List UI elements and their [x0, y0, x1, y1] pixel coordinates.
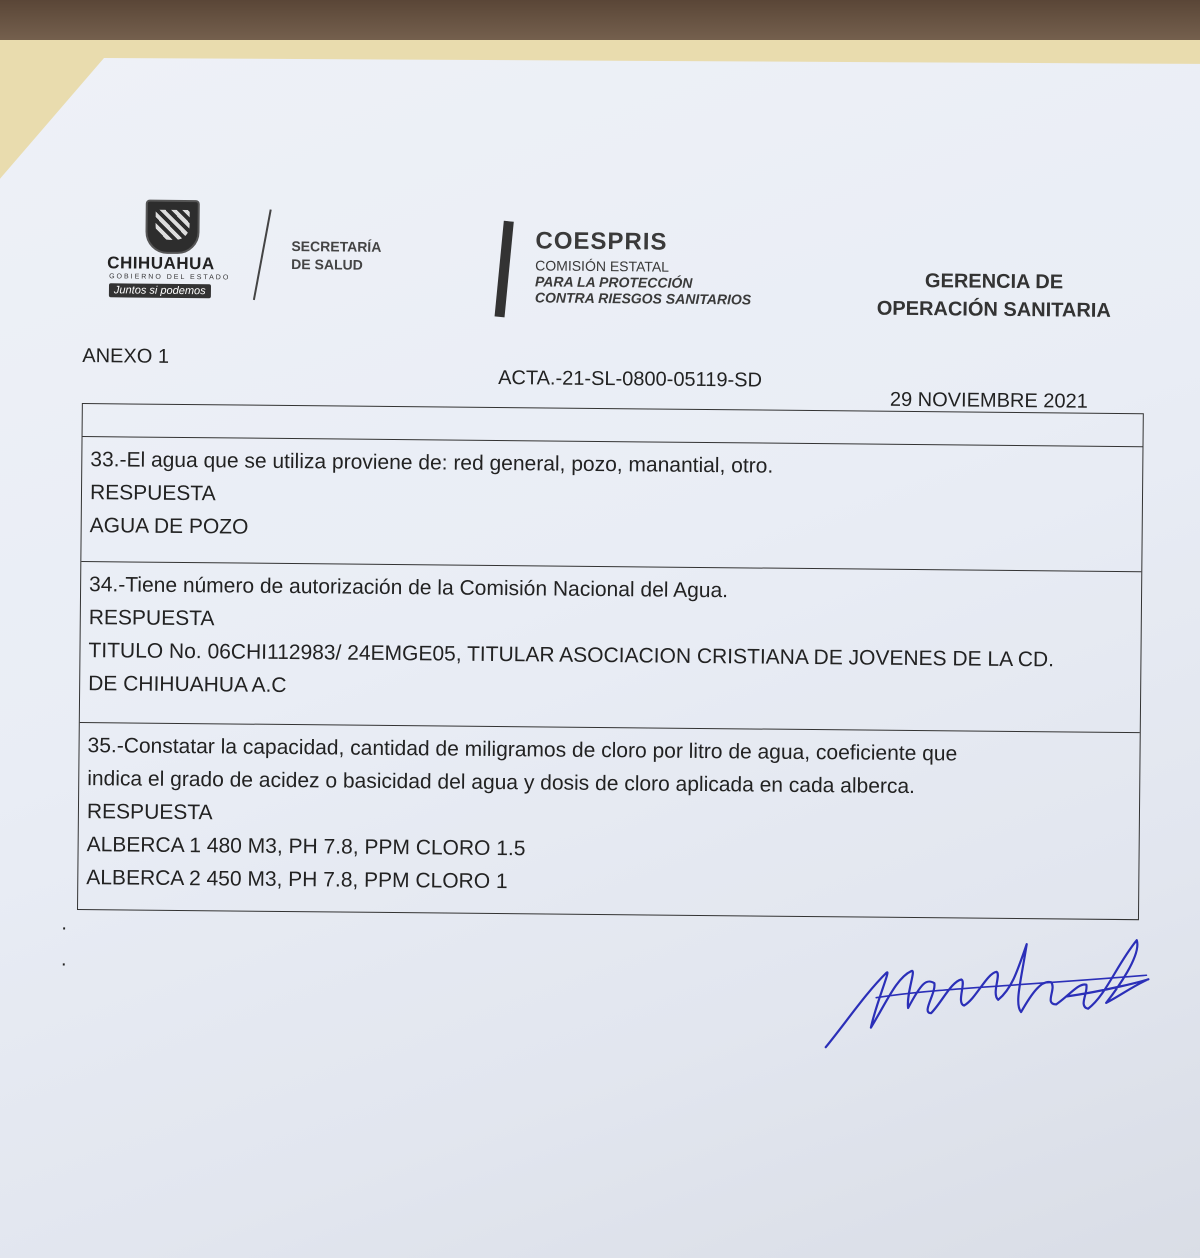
gerencia-line1: GERENCIA DE — [924, 270, 1064, 294]
acta-number: ACTA.-21-SL-0800-05119-SD — [498, 367, 763, 392]
question-34-text: 34.-Tiene número de autorización de la Comisión Nacional del Agua. — [89, 573, 729, 603]
logo-sub-text: GOBIERNO DEL ESTADO — [109, 273, 231, 282]
answer-34-line2: DE CHIHUAHUA A.C — [88, 672, 287, 697]
coespris-line1: COMISIÓN ESTATAL — [535, 257, 670, 275]
question-33-row — [81, 437, 1142, 572]
handwritten-signature — [816, 932, 1167, 1055]
gerencia-line2: OPERACIÓN SANITARIA — [876, 297, 1111, 322]
question-35-row — [78, 723, 1140, 919]
logo-slogan: Juntos si podemos — [109, 283, 211, 298]
anexo-label: ANEXO 1 — [82, 345, 170, 368]
answer-34-line1: TITULO No. 06CHI112983/ 24EMGE05, TITULAR ASOCIACION CRISTIANA DE JOVENES DE LA CD. — [88, 639, 1055, 672]
logo-main-text: CHIHUAHUA — [107, 253, 215, 274]
mark-dot: · — [60, 952, 68, 975]
header-divider — [253, 209, 272, 300]
answer-35-line1: ALBERCA 1 480 M3, PH 7.8, PPM CLORO 1.5 — [86, 833, 526, 861]
answer-33-line1: AGUA DE POZO — [89, 514, 249, 539]
coespris-logo — [535, 227, 752, 307]
respuesta-label: RESPUESTA — [89, 481, 216, 506]
answer-35-line2: ALBERCA 2 450 M3, PH 7.8, PPM CLORO 1 — [86, 866, 508, 894]
question-35-text-line1: 35.-Constatar la capacidad, cantidad de miligramos de cloro por litro de agua, coeficiente que — [87, 734, 958, 766]
chihuahua-shield-icon — [145, 200, 200, 255]
coespris-line3: CONTRA RIESGOS SANITARIOS — [534, 289, 752, 308]
secretaria-line1: SECRETARÍA — [291, 238, 382, 255]
coespris-title: COESPRIS — [535, 227, 668, 256]
gerencia-heading — [859, 266, 1130, 325]
respuesta-label: RESPUESTA — [88, 606, 215, 631]
coespris-line2: PARA LA PROTECCIÓN — [534, 273, 693, 291]
chihuahua-logo — [103, 195, 244, 306]
coespris-bar — [495, 221, 514, 318]
secretaria-line2: DE SALUD — [291, 256, 363, 273]
question-33-text: 33.-El agua que se utiliza proviene de: red general, pozo, manantial, otro. — [90, 448, 774, 478]
document-date: 29 NOVIEMBRE 2021 — [889, 388, 1088, 413]
question-35-text-line2: indica el grado de acidez o basicidad del agua y dosis de cloro aplicada en cada alberca. — [87, 767, 916, 799]
secretaria-salud — [291, 237, 381, 274]
questions-table — [77, 403, 1144, 920]
mark-dot: · — [60, 916, 68, 939]
question-34-row — [80, 562, 1141, 733]
respuesta-label: RESPUESTA — [86, 800, 213, 825]
